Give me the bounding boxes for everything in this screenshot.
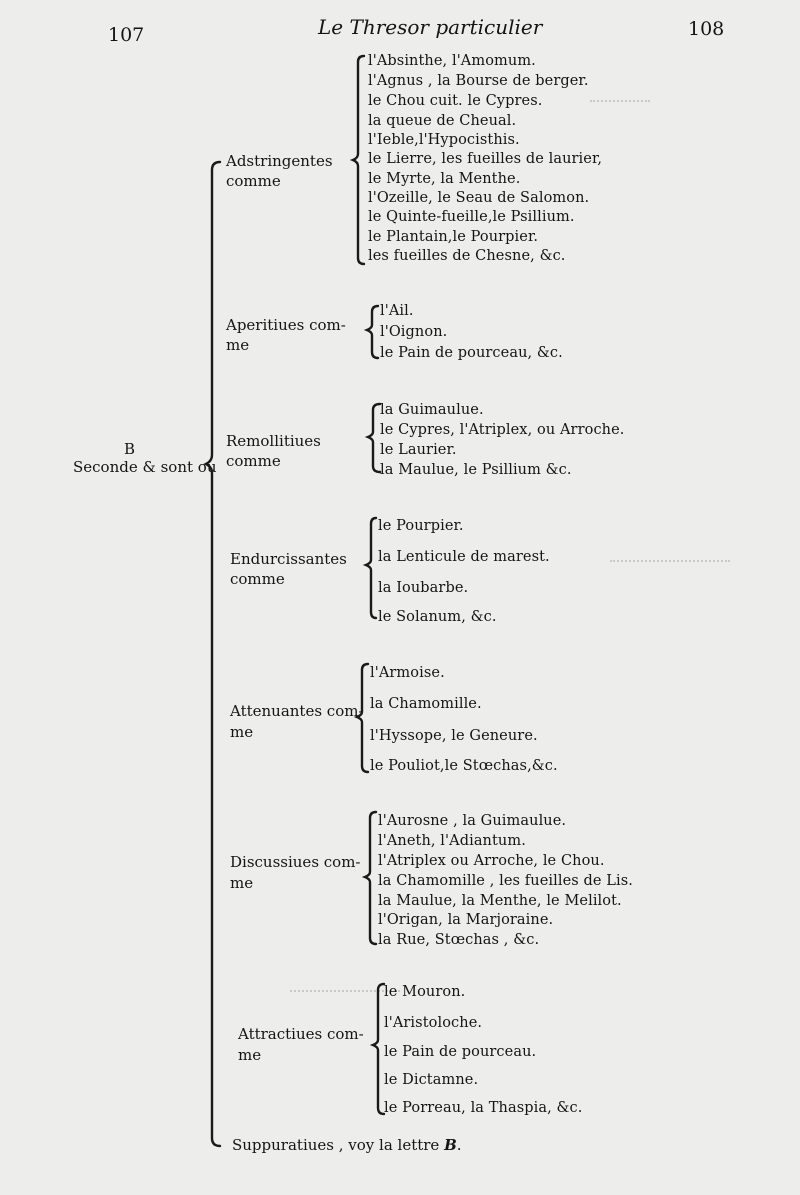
brace-discussiues (365, 812, 376, 944)
list-item: la queue de Cheual. (368, 113, 517, 129)
list-item: la Ioubarbe. (378, 580, 469, 596)
final-reference-letter: B (444, 1136, 457, 1154)
root-letter: B (124, 440, 136, 458)
list-item: le Pain de pourceau. (384, 1044, 537, 1060)
list-item: le Pain de pourceau, &c. (380, 345, 563, 361)
running-title: Le Thresor particulier (318, 15, 543, 39)
list-item: l'Atriplex ou Arroche, le Chou. (378, 853, 605, 869)
list-item: la Lenticule de marest. (378, 549, 550, 565)
category-label: Attractiues com- (238, 1025, 364, 1043)
list-item: le Pouliot,le Stœchas,&c. (370, 758, 558, 774)
list-item: la Maulue, le Psillium &c. (380, 462, 572, 478)
left-page-number: 107 (108, 24, 145, 46)
category-label: comme (226, 172, 281, 190)
list-item: les fueilles de Chesne, &c. (368, 248, 566, 264)
right-page-number: 108 (688, 18, 725, 40)
list-item: la Rue, Stœchas , &c. (378, 932, 540, 948)
list-item: le Chou cuit. le Cypres. (368, 93, 543, 109)
list-item: le Lierre, les fueilles de laurier, (368, 151, 603, 167)
list-item: l'Oignon. (380, 324, 448, 340)
list-item: l'Ail. (380, 303, 414, 319)
category-label: comme (226, 452, 281, 470)
list-item: l'Ozeille, le Seau de Salomon. (368, 190, 590, 206)
list-item: l'Origan, la Marjoraine. (378, 912, 554, 928)
brace-attractiues (373, 984, 384, 1114)
category-label: me (230, 723, 254, 741)
list-item: le Plantain,le Pourpier. (368, 229, 539, 245)
list-item: le Pourpier. (378, 518, 464, 534)
category-label: Adstringentes (226, 152, 333, 170)
list-item: le Cypres, l'Atriplex, ou Arroche. (380, 422, 625, 438)
category-label: Attenuantes com- (230, 702, 364, 720)
list-item: l'Aristoloche. (384, 1015, 483, 1031)
category-label: me (226, 336, 250, 354)
category-label: Remollitiues (226, 432, 321, 450)
list-item: l'Armoise. (370, 665, 445, 681)
list-item: le Quinte-fueille,le Psillium. (368, 209, 575, 225)
brace-remollitiues (368, 404, 380, 472)
category-label: Discussiues com- (230, 853, 361, 871)
brace-endurcissantes (366, 518, 376, 618)
final-entry: Suppuratiues , voy la lettre B. (232, 1136, 462, 1154)
root-label: Seconde & sont ou (73, 458, 217, 476)
category-label: Endurcissantes (230, 550, 347, 568)
list-item: le Solanum, &c. (378, 609, 497, 625)
list-item: l'Aurosne , la Guimaulue. (378, 813, 567, 829)
list-item: le Laurier. (380, 442, 457, 458)
category-label: Aperitiues com- (226, 316, 346, 334)
brace-adstringentes (353, 56, 364, 264)
list-item: l'Hyssope, le Geneure. (370, 728, 538, 744)
list-item: l'Absinthe, l'Amomum. (368, 53, 536, 69)
category-label: me (238, 1046, 262, 1064)
brace-aperitiues (367, 306, 378, 358)
list-item: la Guimaulue. (380, 402, 484, 418)
list-item: l'Ieble,l'Hypocisthis. (368, 132, 520, 148)
list-item: la Chamomille , les fueilles de Lis. (378, 873, 634, 889)
main-brace (206, 162, 220, 1146)
final-entry-text: Suppuratiues , voy la lettre (232, 1136, 440, 1154)
category-label: me (230, 874, 254, 892)
list-item: le Mouron. (384, 984, 466, 1000)
list-item: l'Agnus , la Bourse de berger. (368, 73, 589, 89)
category-label: comme (230, 570, 285, 588)
list-item: la Maulue, la Menthe, le Melilot. (378, 893, 622, 909)
list-item: l'Aneth, l'Adiantum. (378, 833, 526, 849)
list-item: le Porreau, la Thaspia, &c. (384, 1100, 583, 1116)
list-item: la Chamomille. (370, 696, 482, 712)
list-item: le Myrte, la Menthe. (368, 171, 521, 187)
list-item: le Dictamne. (384, 1072, 479, 1088)
